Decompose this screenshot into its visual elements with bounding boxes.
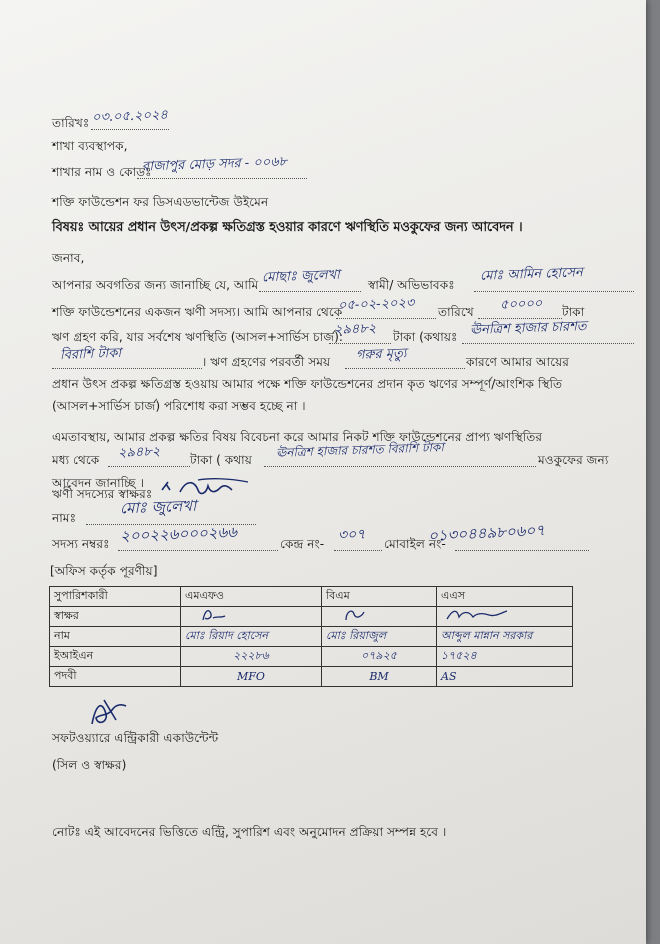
office-caption: [অফিস কর্তৃক পূরণীয়] bbox=[50, 564, 158, 578]
date-label: তারিখঃ bbox=[52, 116, 90, 130]
mfo-signature bbox=[185, 608, 245, 622]
waive-amount-hw: ২৯৪৮২ bbox=[117, 444, 161, 461]
cell-ein-mfo: ২২২৮৬ bbox=[181, 647, 322, 667]
body-line-9: আবেদন জানাচ্ছি । bbox=[52, 476, 144, 490]
waive-amount-line bbox=[108, 466, 190, 467]
member-name-value: মোঃ জুলেখা bbox=[119, 496, 197, 518]
cell-signature-mfo bbox=[181, 607, 322, 627]
body-line-3: ঋণ গ্রহণ করি, যার সর্বশেষ ঋণস্থিতি (আসল+সার্ভিস চার্জ): bbox=[52, 330, 344, 344]
header-mfo: এমএফও bbox=[181, 587, 322, 607]
recipient: শাখা ব্যবস্থাপক, bbox=[52, 139, 128, 153]
guardian-hw: মোঃ আমিন হোসেন bbox=[479, 265, 583, 284]
center-line bbox=[334, 550, 382, 551]
cell-name-as: আব্দুল মান্নান সরকার bbox=[437, 627, 573, 647]
guardian-label: স্বামী/ অভিভাবকঃ bbox=[368, 278, 455, 292]
cell-designation-bm: BM bbox=[322, 667, 437, 687]
table-row bbox=[50, 647, 573, 667]
date-suffix: তারিখে bbox=[438, 305, 474, 319]
cell-ein-bm: ০৭৯২৫ bbox=[322, 647, 437, 667]
guardian-line bbox=[474, 291, 634, 292]
member-id-value: ২০০২২৬০০০২৬৬ bbox=[119, 522, 238, 546]
waive-words-label: টাকা ( কথায় bbox=[190, 453, 252, 467]
cell-signature-as bbox=[437, 607, 573, 627]
balance-line bbox=[329, 343, 391, 344]
cause-hw: গরুর মৃত্যু bbox=[355, 346, 407, 363]
body-line-8c: মওকুফের জন্য bbox=[538, 453, 609, 467]
header-recommender: সুপারিশকারী bbox=[50, 587, 181, 607]
salutation: জনাব, bbox=[52, 251, 85, 265]
loan-date-hw: ০৫-০২-২০২৩ bbox=[337, 295, 415, 314]
cell-name-bm: মোঃ রিয়াজুল bbox=[322, 627, 437, 647]
member-signature-label: ঋণী সদস্যের স্বাক্ষরঃ bbox=[52, 487, 153, 501]
organization: শক্তি ফাউন্ডেশন ফর ডিসএডভান্টেজ উইমেন bbox=[52, 195, 269, 209]
seal-label: (সিল ও স্বাক্ষর) bbox=[52, 758, 127, 772]
balance-words-line-2 bbox=[52, 368, 202, 369]
balance-words-hw-2: বিরাশি টাকা bbox=[59, 345, 122, 364]
branch-value: রাজাপুর মোড় সদর - ০০৬৮ bbox=[141, 154, 288, 175]
member-name-hw: মোছাঃ জুলেখা bbox=[261, 267, 341, 286]
body-line-4: । ঋণ গ্রহণের পরবর্তী সময় bbox=[202, 355, 331, 369]
row-label-designation: পদবী bbox=[50, 667, 181, 687]
loan-amount-hw: ৫০০০০ bbox=[499, 296, 543, 313]
as-signature bbox=[441, 608, 531, 622]
header-as: এএস bbox=[437, 587, 573, 607]
body-line-2: শক্তি ফাউন্ডেশনের একজন ঋণী সদস্য। আমি আপনার থেকে bbox=[52, 305, 343, 319]
member-name-line bbox=[259, 291, 361, 292]
date-line bbox=[91, 129, 169, 130]
center-value: ৩০৭ bbox=[337, 526, 366, 544]
branch-line bbox=[137, 178, 307, 179]
waive-words-line bbox=[264, 466, 536, 467]
table-row bbox=[50, 607, 573, 627]
cell-ein-as: ১৭৫২৪ bbox=[437, 647, 573, 667]
member-id-label: সদস্য নম্বরঃ bbox=[52, 537, 110, 551]
body-line-4b: কারণে আমার আয়ের bbox=[466, 355, 569, 369]
cell-designation-as: AS bbox=[437, 667, 573, 687]
accountant-signature bbox=[86, 694, 136, 730]
date-value: ০৩.০৫.২০২৪ bbox=[91, 107, 169, 126]
cause-line bbox=[345, 368, 465, 369]
table-row bbox=[50, 587, 573, 607]
mobile-line bbox=[455, 550, 589, 551]
office-table bbox=[49, 586, 573, 687]
balance-words-line bbox=[462, 343, 634, 344]
entry-accountant-label: সফটওয়্যারে এন্ট্রিকারী একাউন্টেন্ট bbox=[52, 731, 219, 745]
member-id-line bbox=[118, 550, 278, 551]
body-line-7: এমতাবস্থায়, আমার প্রকল্প ক্ষতির বিষয় বিবেচনা করে আমার নিকট শক্তি ফাউন্ডেশনের প্রাপ্য ঋণস্থিতির bbox=[52, 430, 543, 444]
bm-signature bbox=[326, 608, 386, 622]
cell-name-mfo: মোঃ রিয়াদ হোসেন bbox=[181, 627, 322, 647]
loan-date-line bbox=[336, 318, 436, 319]
body-line-8: মধ্য থেকে bbox=[52, 453, 100, 467]
loan-amount-line bbox=[478, 318, 562, 319]
body-line-6: (আসল+সার্ভিস চার্জ) পরিশোধ করা সম্ভব হচ্ছে না । bbox=[52, 399, 306, 413]
table-row bbox=[50, 667, 573, 687]
waive-words-hw: ঊনত্রিশ হাজার চারশত বিরাশি টাকা bbox=[275, 440, 445, 460]
subject: বিষয়ঃ আয়ের প্রধান উৎস/প্রকল্প ক্ষতিগ্রস্ত হওয়ার কারণে ঋণস্থিতি মওকুফের জন্য আবেদন । bbox=[52, 220, 523, 235]
row-label-name: নাম bbox=[50, 627, 181, 647]
table-row bbox=[50, 627, 573, 647]
cell-designation-mfo: MFO bbox=[181, 667, 322, 687]
mobile-label: মোবাইল নং- bbox=[384, 537, 446, 551]
balance-words-hw-1: ঊনত্রিশ হাজার চারশত bbox=[469, 318, 587, 339]
branch-label: শাখার নাম ও কোডঃ bbox=[52, 165, 152, 179]
member-name-label: নামঃ bbox=[52, 511, 77, 525]
note: নোটঃ এই আবেদনের ভিত্তিতে এন্ট্রি, সুপারিশ এবং অনুমোদন প্রক্রিয়া সম্পন্ন হবে । bbox=[52, 825, 447, 839]
cell-signature-bm bbox=[322, 607, 437, 627]
balance-hw: ২৯৪৮২ bbox=[333, 321, 377, 338]
center-label: কেন্দ্র নং- bbox=[280, 537, 325, 551]
body-line-5: প্রধান উৎস প্রকল্প ক্ষতিগ্রস্ত হওয়ায় আমার পক্ষে শক্তি ফাউন্ডেশনের প্রদান কৃত ঋণের সম্পূর্ণ/আংশিক স্থিতি bbox=[52, 377, 563, 391]
body-line-1: আপনার অবগতির জন্য জানাচ্ছি যে, আমি bbox=[52, 278, 259, 292]
balance-words-label: টাকা (কথায়ঃ bbox=[393, 330, 458, 344]
row-label-ein: ইআইএন bbox=[50, 647, 181, 667]
mobile-value: ০১৩০৪৪৯৮০৬০৭ bbox=[427, 520, 546, 546]
taka-label: টাকা bbox=[562, 305, 585, 319]
header-bm: বিএম bbox=[322, 587, 437, 607]
row-label-signature: স্বাক্ষর bbox=[50, 607, 181, 627]
